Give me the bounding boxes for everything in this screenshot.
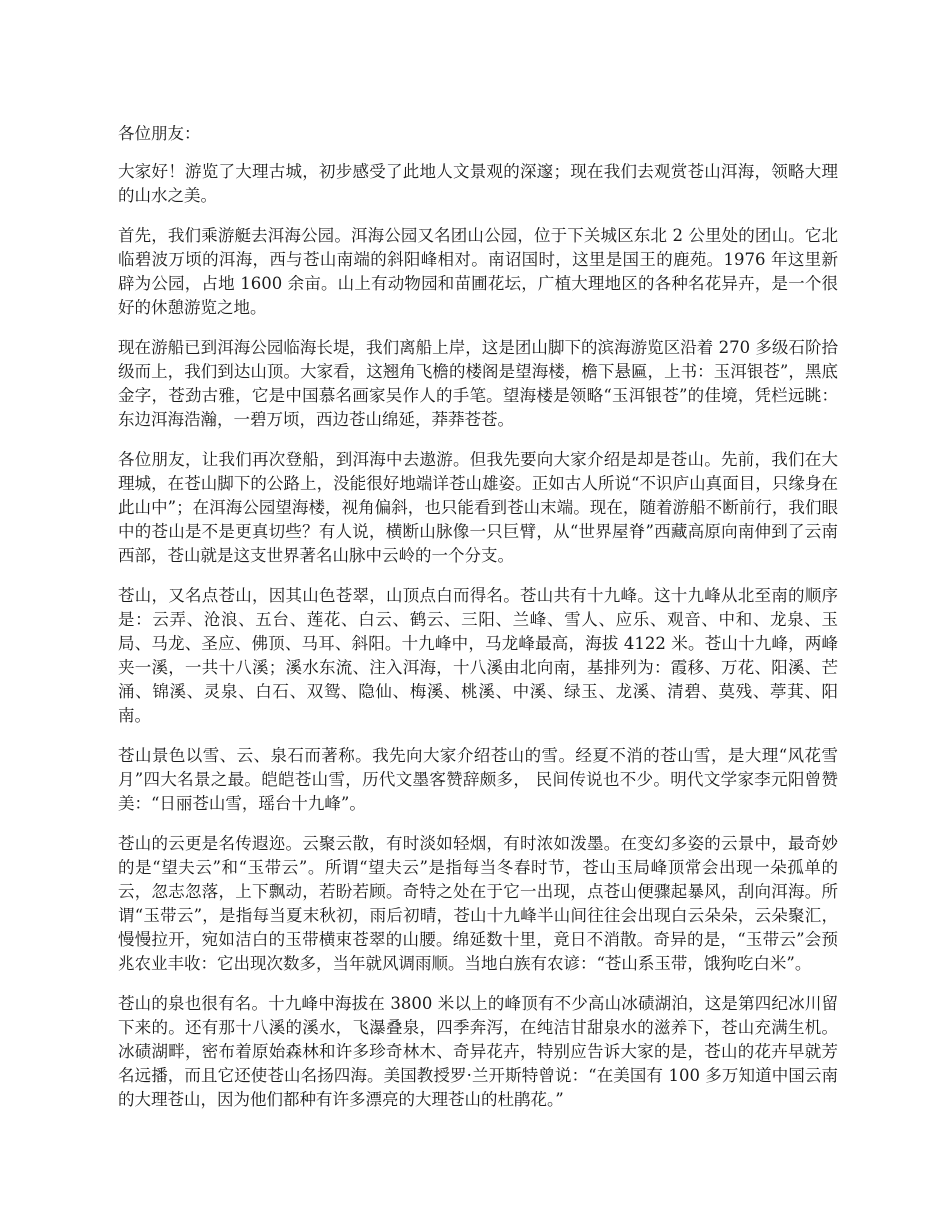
paragraph-intro: 大家好！游览了大理古城，初步感受了此地人文景观的深邃；现在我们去观赏苍山洱海，领略大理的山水之美。 [118,162,838,205]
paragraph-cangshan-snow: 苍山景色以雪、云、泉石而著称。我先向大家介绍苍山的雪。经夏不消的苍山雪，是大理“风花雪月”四大名景之最。皑皑苍山雪，历代文墨客赞辞颇多， 民间传说也不少。明代文学家李元阳曾赞美：“日丽苍山雪，瑶台十九峰”。 [118,746,838,813]
paragraph-cangshan-springs: 苍山的泉也很有名。十九峰中海拔在 3800 米以上的峰顶有不少高山冰碛湖泊，这是第四纪冰川留下来的。还有那十八溪的溪水，飞瀑叠泉，四季奔泻，在纯洁甘甜泉水的滋养下，苍山充满生机。冰碛湖畔，密布着原始森林和许多珍奇林木、奇异花卉，特别应告诉大家的是，苍山的花卉早就芳名远播，而且它还使苍山名扬四海。美国教授罗·兰开斯特曾说：“在美国有 100 多万知道中国云南的大理苍山，因为他们都种有许多漂亮的大理苍山的杜鹃花。” [118,994,838,1109]
paragraph-erhai-park: 首先，我们乘游艇去洱海公园。洱海公园又名团山公园，位于下关城区东北 2 公里处的团山。它北临碧波万顷的洱海，西与苍山南端的斜阳峰相对。南诏国时，这里是国王的鹿苑。1976 年这里新辟为公园，占地 1600 余亩。山上有动物园和苗圃花坛，广植大理地区的各种名花异卉，是一个很好的休憩游览之地。 [118,226,838,317]
paragraph-wanghai-tower: 现在游船已到洱海公园临海长堤，我们离船上岸，这是团山脚下的滨海游览区沿着 270 多级石阶拾级而上，我们到达山顶。大家看，这翘角飞檐的楼阁是望海楼，檐下悬匾，上书：玉洱银苍”，黑底金字，苍劲古雅，它是中国慕名画家吴作人的手笔。望海楼是领略“玉洱银苍”的佳境，凭栏远眺：东边洱海浩瀚，一碧万顷，西边苍山绵延，莽莽苍苍。 [118,338,838,429]
document-page [118,122,838,1128]
paragraph-cangshan-intro: 各位朋友，让我们再次登船，到洱海中去遨游。但我先要向大家介绍是却是苍山。先前，我们在大理城，在苍山脚下的公路上，没能很好地端详苍山雄姿。正如古人所说“不识庐山真面目，只缘身在此山中”；在洱海公园望海楼，视角偏斜，也只能看到苍山末端。现在，随着游船不断前行，我们眼中的苍山是不是更真切些？有人说，横断山脉像一只巨臂，从“世界屋脊”西藏高原向南伸到了云南西部，苍山就是这支世界著名山脉中云岭的一个分支。 [118,450,838,565]
paragraph-cangshan-clouds: 苍山的云更是名传遐迩。云聚云散，有时淡如轻烟，有时浓如泼墨。在变幻多姿的云景中，最奇妙的是“望夫云”和“玉带云”。所谓“望夫云”是指每当冬春时节，苍山玉局峰顶常会出现一朵孤单的云，忽志忽落，上下飘动，若盼若顾。奇特之处在于它一出现，点苍山便骤起暴风，刮向洱海。所谓“玉带云”，是指每当夏末秋初，雨后初晴，苍山十九峰半山间往往会出现白云朵朵，云朵聚汇，慢慢拉开，宛如洁白的玉带横束苍翠的山腰。绵延数十里，竟日不消散。奇异的是，“玉带云”会预兆农业丰收：它出现次数多，当年就风调雨顺。当地白族有农谚：“苍山系玉带，饿狗吃白米”。 [118,834,838,973]
paragraph-nineteen-peaks: 苍山，又名点苍山，因其山色苍翠，山顶点白而得名。苍山共有十九峰。这十九峰从北至南的顺序是：云弄、沧浪、五台、莲花、白云、鹤云、三阳、兰峰、雪人、应乐、观音、中和、龙泉、玉局、马龙、圣应、佛顶、马耳、斜阳。十九峰中，马龙峰最高，海拔 4122 米。苍山十九峰，两峰夹一溪，一共十八溪；溪水东流、注入洱海，十八溪由北向南，基排列为：霞移、万花、阳溪、芒涌、锦溪、灵泉、白石、双鸳、隐仙、梅溪、桃溪、中溪、绿玉、龙溪、清碧、莫残、葶萁、阳南。 [118,586,838,725]
greeting: 各位朋友： [118,124,201,143]
